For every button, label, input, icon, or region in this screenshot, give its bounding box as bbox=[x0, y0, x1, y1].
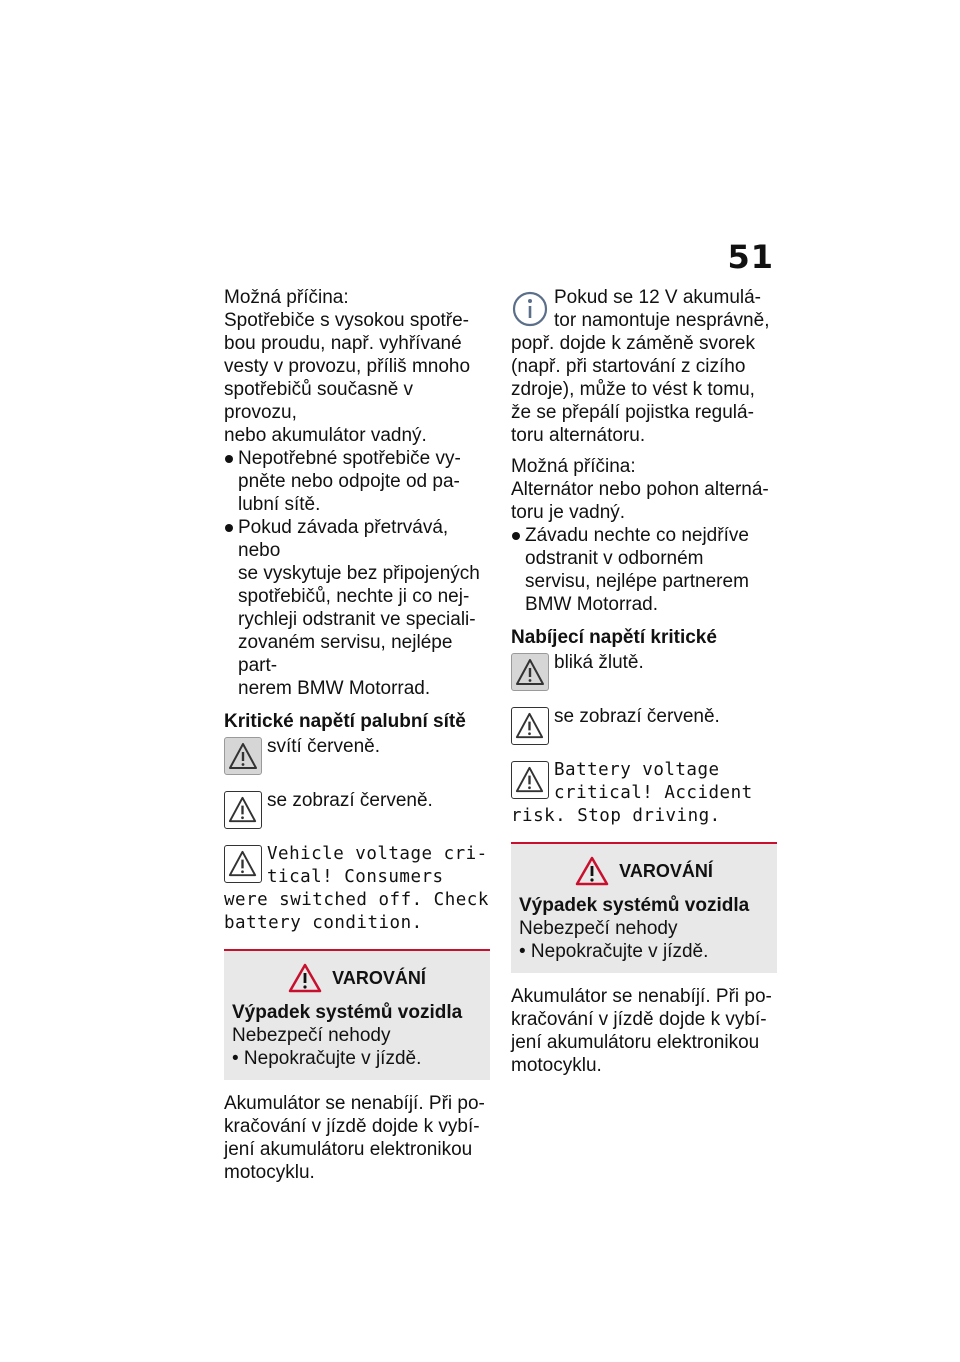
section-heading: Kritické napětí palubní sítě bbox=[224, 711, 466, 732]
cause-label: Možná příčina: bbox=[511, 456, 636, 477]
symbol-description: bliká žlutě. bbox=[554, 652, 644, 673]
symbol-row bbox=[511, 705, 777, 749]
display-message: Battery voltage critical! Accident risk. Stop driving. bbox=[511, 760, 753, 826]
display-message: Vehicle voltage cri- tical! Consumers were switched off. Check battery condition. bbox=[224, 844, 489, 933]
list-item: Pokud závada přetrvává, nebo se vyskytuje bez připojených spotřebičů, nechte ji co nej- rychleji odstranit ve speciali- zovaném servisu, nejlépe part- nerem BMW Motorrad. bbox=[224, 516, 490, 700]
warning-triangle-icon bbox=[511, 653, 549, 691]
symbol-row bbox=[511, 651, 777, 695]
warning-triangle-icon bbox=[224, 737, 262, 775]
paragraph: Akumulátor se nenabíjí. Při po- kračování v jízdě dojde k vybí- jení akumulátoru elektronikou motocyklu. bbox=[511, 986, 772, 1076]
warning-triangle-icon bbox=[511, 761, 549, 799]
warning-subtitle: Výpadek systémů vozidla bbox=[519, 895, 750, 916]
list-item: Nepotřebné spotřebiče vy- pněte nebo odpojte od pa- lubní sítě. bbox=[224, 447, 490, 516]
warning-sign-icon bbox=[575, 856, 609, 886]
cause-description: Spotřebiče s vysokou spotře- bou proudu, např. vyhřívané vesty v provozu, příliš mnoho spotřebičů současně v provozu, nebo akumulátor vadný. bbox=[224, 310, 471, 446]
info-note: Pokud se 12 V akumulá- tor namontuje nesprávně, popř. dojde k záměně svorek (např. při startování z cizího zdroje), může to vést k tomu, že se přepálí pojistka regulá- toru alternátoru. bbox=[511, 287, 770, 446]
warning-triangle-icon bbox=[224, 791, 262, 829]
symbol-row bbox=[224, 735, 490, 779]
right-column bbox=[511, 286, 777, 1077]
warning-sign-icon bbox=[288, 963, 322, 993]
symbol-description: se zobrazí červeně. bbox=[267, 790, 433, 811]
section-heading: Nabíjecí napětí kritické bbox=[511, 627, 717, 648]
symbol-description: se zobrazí červeně. bbox=[554, 706, 720, 727]
cause-description: Alternátor nebo pohon alterná- toru je vadný. bbox=[511, 479, 769, 523]
cause-label: Možná příčina: bbox=[224, 287, 349, 308]
warning-triangle-icon bbox=[511, 707, 549, 745]
symbol-description: svítí červeně. bbox=[267, 736, 380, 757]
warning-action: • Nepokračujte v jízdě. bbox=[519, 941, 709, 962]
warning-box bbox=[511, 842, 777, 973]
info-icon bbox=[511, 290, 549, 328]
warning-title: VAROVÁNÍ bbox=[619, 860, 713, 881]
left-column bbox=[224, 286, 490, 1184]
symbol-row bbox=[224, 789, 490, 833]
warning-box bbox=[224, 949, 490, 1080]
warning-action: • Nepokračujte v jízdě. bbox=[232, 1048, 422, 1069]
warning-title: VAROVÁNÍ bbox=[332, 967, 426, 988]
warning-danger: Nebezpečí nehody bbox=[232, 1025, 391, 1046]
warning-danger: Nebezpečí nehody bbox=[519, 918, 678, 939]
list-item: Závadu nechte co nejdříve odstranit v odborném servisu, nejlépe partnerem BMW Motorrad. bbox=[511, 524, 777, 616]
remedy-list bbox=[224, 447, 490, 700]
remedy-list bbox=[511, 524, 777, 616]
warning-subtitle: Výpadek systémů vozidla bbox=[232, 1002, 463, 1023]
warning-triangle-icon bbox=[224, 845, 262, 883]
page-number: 51 bbox=[727, 238, 774, 276]
paragraph: Akumulátor se nenabíjí. Při po- kračování v jízdě dojde k vybí- jení akumulátoru elektronikou motocyklu. bbox=[224, 1093, 485, 1183]
